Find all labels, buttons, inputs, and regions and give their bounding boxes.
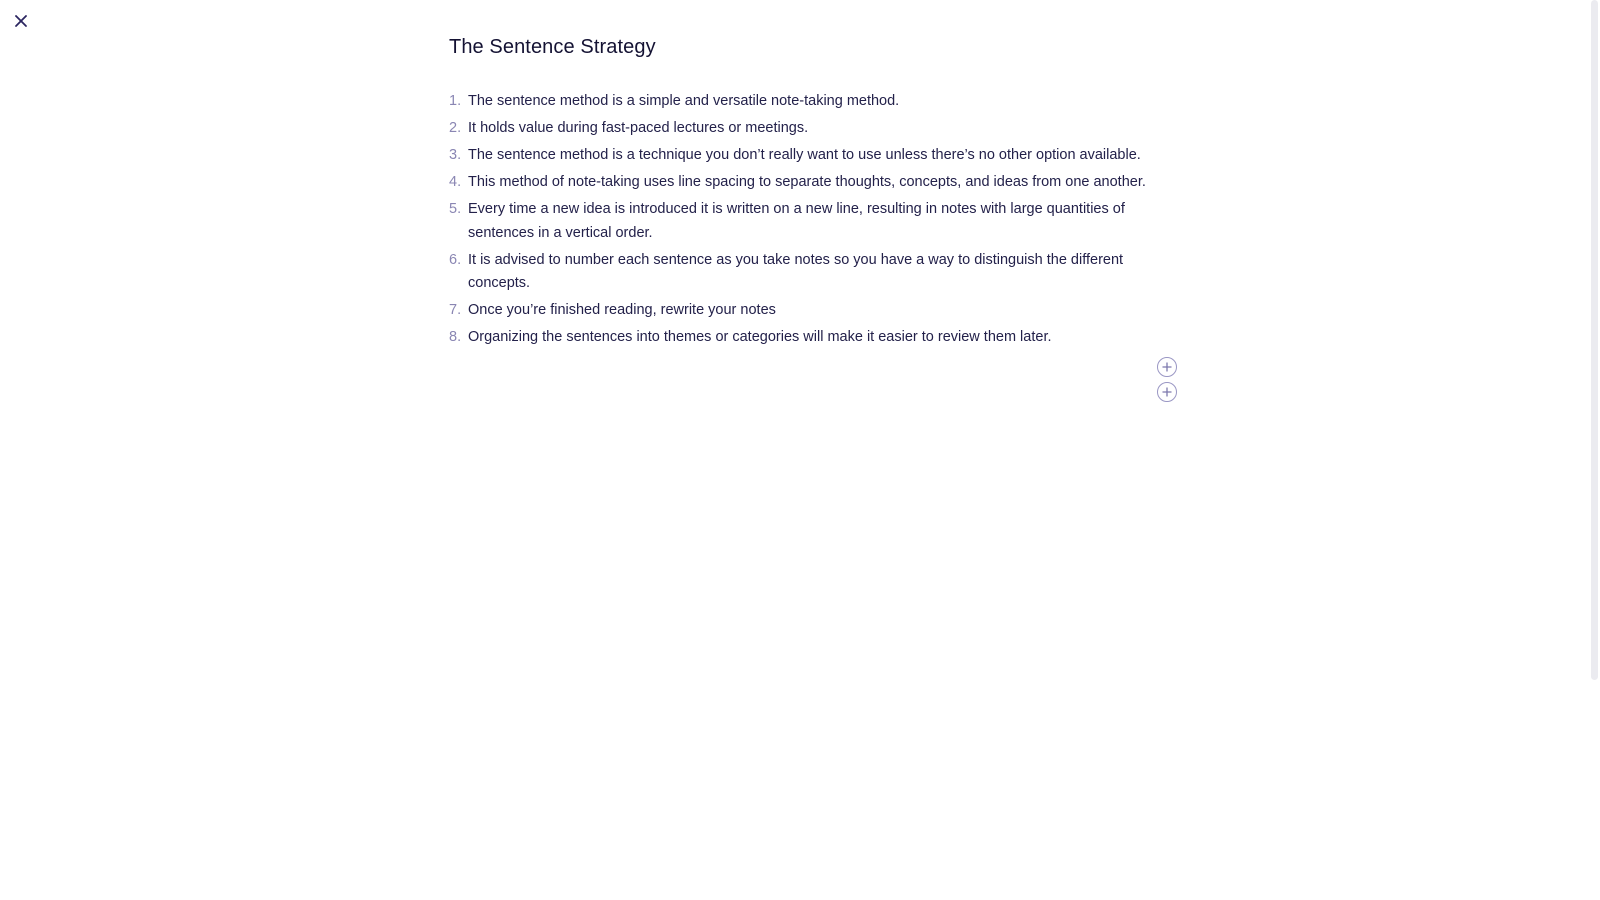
list-item[interactable] — [449, 198, 1169, 245]
item-text[interactable]: It holds value during fast-paced lectures or meetings. — [468, 120, 809, 136]
item-text[interactable]: The sentence method is a simple and versatile note-taking method. — [468, 93, 900, 109]
list-item[interactable] — [449, 90, 1169, 114]
item-number: 4. — [449, 174, 462, 190]
item-text[interactable]: This method of note-taking uses line spacing to separate thoughts, concepts, and ideas from one another. — [468, 174, 1146, 190]
add-item-button[interactable] — [1157, 357, 1177, 377]
item-text[interactable]: The sentence method is a technique you don’t really want to use unless there’s no other option available. — [468, 147, 1141, 163]
list-item[interactable] — [449, 326, 1169, 350]
add-section-button[interactable] — [1157, 382, 1177, 402]
list-item[interactable] — [449, 117, 1169, 141]
list-item[interactable] — [449, 249, 1169, 296]
plus-icon — [1162, 362, 1172, 372]
item-number: 2. — [449, 120, 462, 136]
close-button[interactable] — [12, 12, 30, 30]
scrollbar[interactable] — [1591, 0, 1598, 680]
item-number: 5. — [449, 201, 462, 217]
item-number: 3. — [449, 147, 462, 163]
item-number: 8. — [449, 329, 462, 345]
plus-icon — [1162, 387, 1172, 397]
item-number: 6. — [449, 251, 462, 268]
note-content — [449, 30, 1169, 353]
list-item[interactable] — [449, 144, 1169, 168]
item-text[interactable]: It is advised to number each sentence as you take notes so you have a way to distinguish the different concepts. — [468, 251, 1124, 291]
list-item[interactable] — [449, 171, 1169, 195]
note-list — [449, 90, 1169, 350]
item-number: 1. — [449, 93, 462, 109]
list-item[interactable] — [449, 299, 1169, 323]
item-number: 7. — [449, 302, 462, 318]
note-title[interactable]: The Sentence Strategy — [449, 36, 656, 58]
close-icon — [14, 14, 28, 28]
item-text[interactable]: Organizing the sentences into themes or categories will make it easier to review them later. — [468, 329, 1052, 345]
item-text[interactable]: Every time a new idea is introduced it is written on a new line, resulting in notes with large quantities of sentences in a vertical order. — [468, 201, 1125, 241]
item-text[interactable]: Once you’re finished reading, rewrite your notes — [468, 302, 776, 318]
